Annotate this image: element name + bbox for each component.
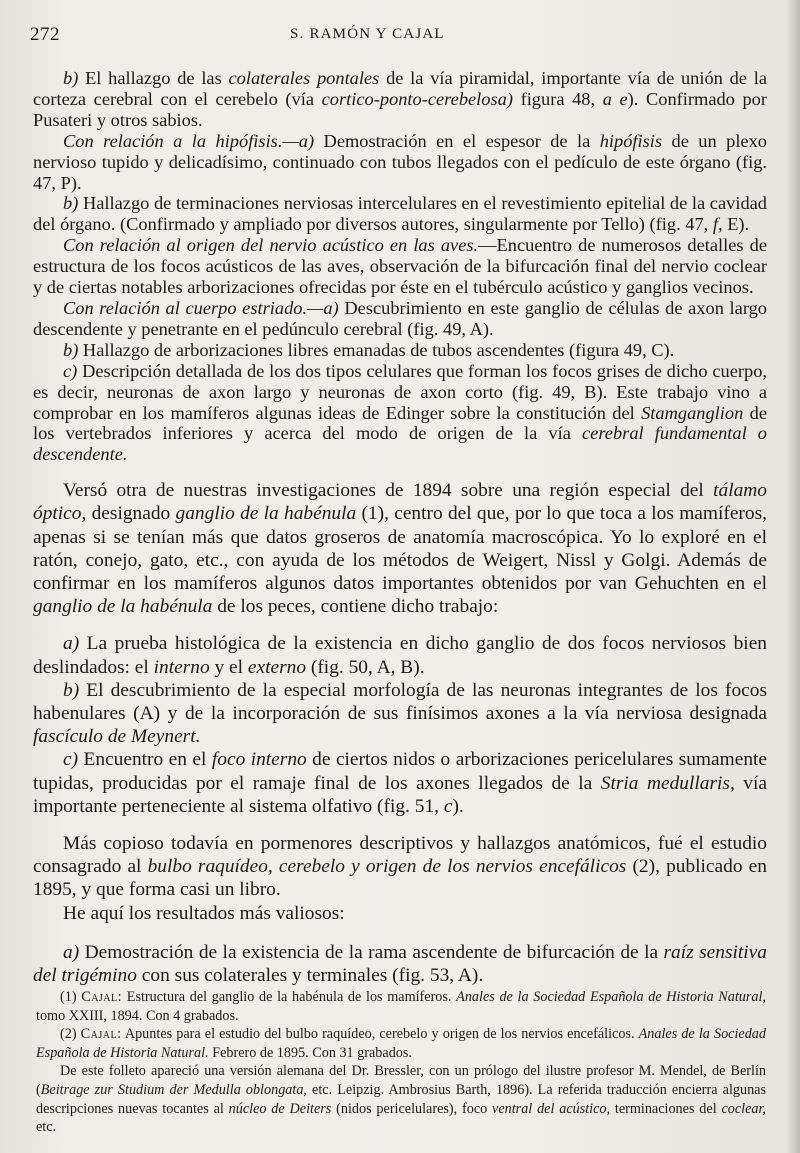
italic-run: cortico-ponto-cerebelosa) [321, 88, 513, 109]
paragraph-resultados [33, 902, 767, 925]
text-run: El descubrimiento de la especial morfología de las neuronas integrantes de los focos habenulares (A) y de la incorporación de sus finísimos axones a la vía nerviosa designada [33, 679, 767, 725]
running-head [30, 24, 770, 48]
italic-run: fascículo de Meynert. [33, 726, 201, 748]
text-run: (1) [60, 989, 82, 1005]
italic-run: Con relación a la hipófisis.—a) [63, 130, 315, 151]
text-run: El hallazgo de las [78, 68, 229, 88]
paragraph-habenula-c [33, 748, 767, 818]
text-run: Más copioso todavía en pormenores descriptivos y hallazgos anatómicos, fué el estudio consagrado al [33, 833, 767, 878]
text-run: La prueba histológica de la existencia en dicho ganglio de dos focos nerviosos bien deslindados: el [33, 633, 767, 678]
text-run: De este folleto apareció una versión alemana del Dr. Bressler, con un prólogo del ilustre profesor M. Mendel, de Berlín ( [36, 1063, 766, 1098]
italic-run: Anales de la Sociedad Española de Historia Natural. [36, 1026, 766, 1061]
paragraph-habenula-intro [33, 479, 767, 618]
italic-run: externo [247, 656, 307, 678]
text-run: etc. Leipzig. Ambrosius Barth, 1896). La referida traducción encierra algunas descripciones nuevas tocantes al [36, 1081, 766, 1117]
text-run: Demostración en el espesor de la [314, 130, 600, 151]
text-run: Apuntes para el estudio del bulbo raquídeo, cerebelo y origen de los nervios encefálicos. [121, 1026, 639, 1043]
italic-run: colaterales pontales [228, 68, 380, 88]
text-run: de los vertebrados inferiores y acerca del modo de origen de la vía [33, 402, 767, 444]
italic-run: núcleo de Deiters [228, 1100, 332, 1117]
italic-run: b) [63, 68, 79, 88]
footnote-1 [36, 988, 766, 1025]
text-run: Versó otra de nuestras investigaciones de 1894 sobre una región especial del [63, 480, 714, 502]
italic-run: raíz sensitiva del trigémino [33, 941, 767, 987]
text-run: Descripción detallada de los dos tipos celulares que forman los focos grises de dicho cuerpo, es decir, neuronas de axon largo y neuronas de axon corto (fig. 49, B). Este trabajo vino a comprobar en los mamíferos algunas ideas de Edinger sobre la constitución del [33, 360, 767, 423]
italic-run: c [443, 795, 453, 817]
text-run: (2) [60, 1026, 81, 1043]
text-run: ). [452, 795, 464, 817]
text-run: ). Confirmado por Pusateri y otros sabios. [33, 88, 767, 130]
italic-run: c) [63, 749, 79, 771]
text-run: de ciertos nidos o arborizaciones pericelulares sumamente tupidas, producidas por el ramaje final de los axones llegados de la [33, 749, 768, 794]
italic-run: Anales de la Sociedad Española de Historia Natural, [456, 989, 766, 1005]
text-run: designado [86, 503, 176, 525]
author-name: Cajal: [80, 1026, 122, 1043]
italic-run: Con relación al cuerpo estriado.—a) [63, 297, 339, 318]
italic-run: Beitrage zur Studium der Medulla oblongata, [40, 1081, 307, 1098]
text-run: Febrero de 1895. Con 31 grabados. [208, 1044, 412, 1061]
text-run: Encuentro en el [78, 749, 212, 771]
author-name: Cajal: [81, 989, 123, 1005]
italic-run: Stria medullaris, [600, 772, 735, 794]
paragraph-hipofisis-a [33, 131, 767, 194]
text-run: de los peces, contiene dicho trabajo: [212, 596, 499, 618]
italic-run: Stamganglion [641, 402, 744, 423]
text-run: con sus colaterales y terminales (fig. 53, A). [136, 965, 484, 987]
italic-run: b) [63, 339, 79, 360]
italic-run: ganglio de la habénula [175, 503, 357, 525]
italic-run: ventral del acústico, [492, 1100, 611, 1117]
italic-run: foco interno [211, 749, 307, 771]
italic-run: tálamo óptico, [33, 480, 767, 525]
page-edge-shadow [786, 0, 800, 1153]
text-run: de la vía piramidal, importante vía de unión de la corteza cerebral con el cerebelo (vía [33, 68, 767, 109]
italic-run: hipófisis [599, 130, 663, 151]
paragraph-cuerpo-estriado-c [33, 361, 767, 466]
paragraph-hipofisis-b [33, 193, 767, 235]
footnote-3 [36, 1062, 766, 1136]
paragraph-nervio-acustico [33, 235, 767, 298]
italic-run: c) [63, 360, 78, 381]
italic-run: a e [602, 88, 628, 109]
italic-run: coclear, [721, 1100, 766, 1117]
text-run: (nidos pericelulares), foco [331, 1100, 493, 1117]
paragraph-habenula-a [33, 632, 767, 678]
text-run: —Encuentro de numerosos detalles de estructura de los focos acústicos de las aves, observación de la bifurcación final del nervio coclear y de ciertas notables arborizaciones ofrecidas por éste en el tubérculo acústico y ganglios vecinos. [33, 235, 767, 298]
text-run: Hallazgo de terminaciones nerviosas intercelulares en el revestimiento epitelial de la cavidad del órgano. (Confirmado y ampliado por diversos autores, singularmente por Tello) (fig. 47, [33, 193, 767, 235]
text-run: vía importante perteneciente al sistema olfativo (fig. 51, [33, 772, 767, 817]
text-run: Hallazgo de arborizaciones libres emanadas de tubos ascendentes (figura 49, C). [78, 339, 675, 360]
italic-run: Con relación al origen del nervio acústico en las aves. [63, 235, 479, 256]
paragraph-cuerpo-estriado-b [33, 340, 767, 361]
running-title: S. RAMÓN Y CAJAL [290, 26, 445, 42]
text-run: tomo XXIII, 1894. Con 4 grabados. [36, 1007, 239, 1024]
italic-run: cerebral fundamental o descendente. [33, 423, 767, 465]
italic-run: f, [712, 214, 723, 235]
italic-run: a) [63, 941, 80, 963]
text-run: figura 48, [512, 88, 603, 109]
italic-run: interno [153, 656, 210, 678]
italic-run: b) [63, 679, 80, 701]
paragraph-colaterales-pontales [33, 68, 767, 131]
page-number: 272 [30, 24, 60, 45]
text-run: Estructura del ganglio de la habénula de los mamíferos. [122, 989, 457, 1005]
text-run: terminaciones del [610, 1100, 722, 1117]
paragraph-bulbo-raquideo [33, 832, 767, 902]
text-run: y el [209, 656, 248, 678]
text-run: (1), centro del que, por lo que toca a los mamíferos, apenas si se tenían más que datos groseros de anatomía macroscópica. Yo lo exploré en el ratón, conejo, gato, etc., con ayuda de los métodos de Weigert, Nissl y Golgi. Además de confirmar en los mamíferos algunos datos importantes obtenidos por van Gehuchten en el [33, 503, 767, 595]
paragraph-cuerpo-estriado-a [33, 298, 767, 340]
text-run: (2), publicado en 1895, y que forma casi un libro. [33, 856, 767, 901]
text-run: E). [722, 214, 750, 235]
text-run: de un plexo nervioso tupido y delicadísimo, continuado con tubos llegados con el pedículo de este órgano (fig. 47, P). [33, 130, 767, 193]
body-text [33, 68, 767, 987]
italic-run: bulbo raquídeo, cerebelo y origen de los nervios encefálicos [147, 856, 627, 878]
text-run: Descubrimiento en este ganglio de células de axon largo descendente y penetrante en el pedúnculo cerebral (fig. 49, A). [33, 297, 768, 339]
paragraph-habenula-b [33, 679, 767, 749]
text-run: Demostración de la existencia de la rama ascendente de bifurcación de la [79, 941, 664, 963]
text-run: (fig. 50, A, B). [306, 656, 425, 678]
italic-run: a) [63, 633, 80, 655]
text-run: etc. [36, 1119, 57, 1136]
footnote-2 [36, 1025, 766, 1062]
italic-run: b) [63, 193, 79, 214]
paragraph-trigemino [33, 941, 767, 987]
text-run: He aquí los resultados más valiosos: [63, 902, 345, 924]
footnotes [36, 988, 766, 1137]
italic-run: ganglio de la habénula [33, 596, 213, 618]
